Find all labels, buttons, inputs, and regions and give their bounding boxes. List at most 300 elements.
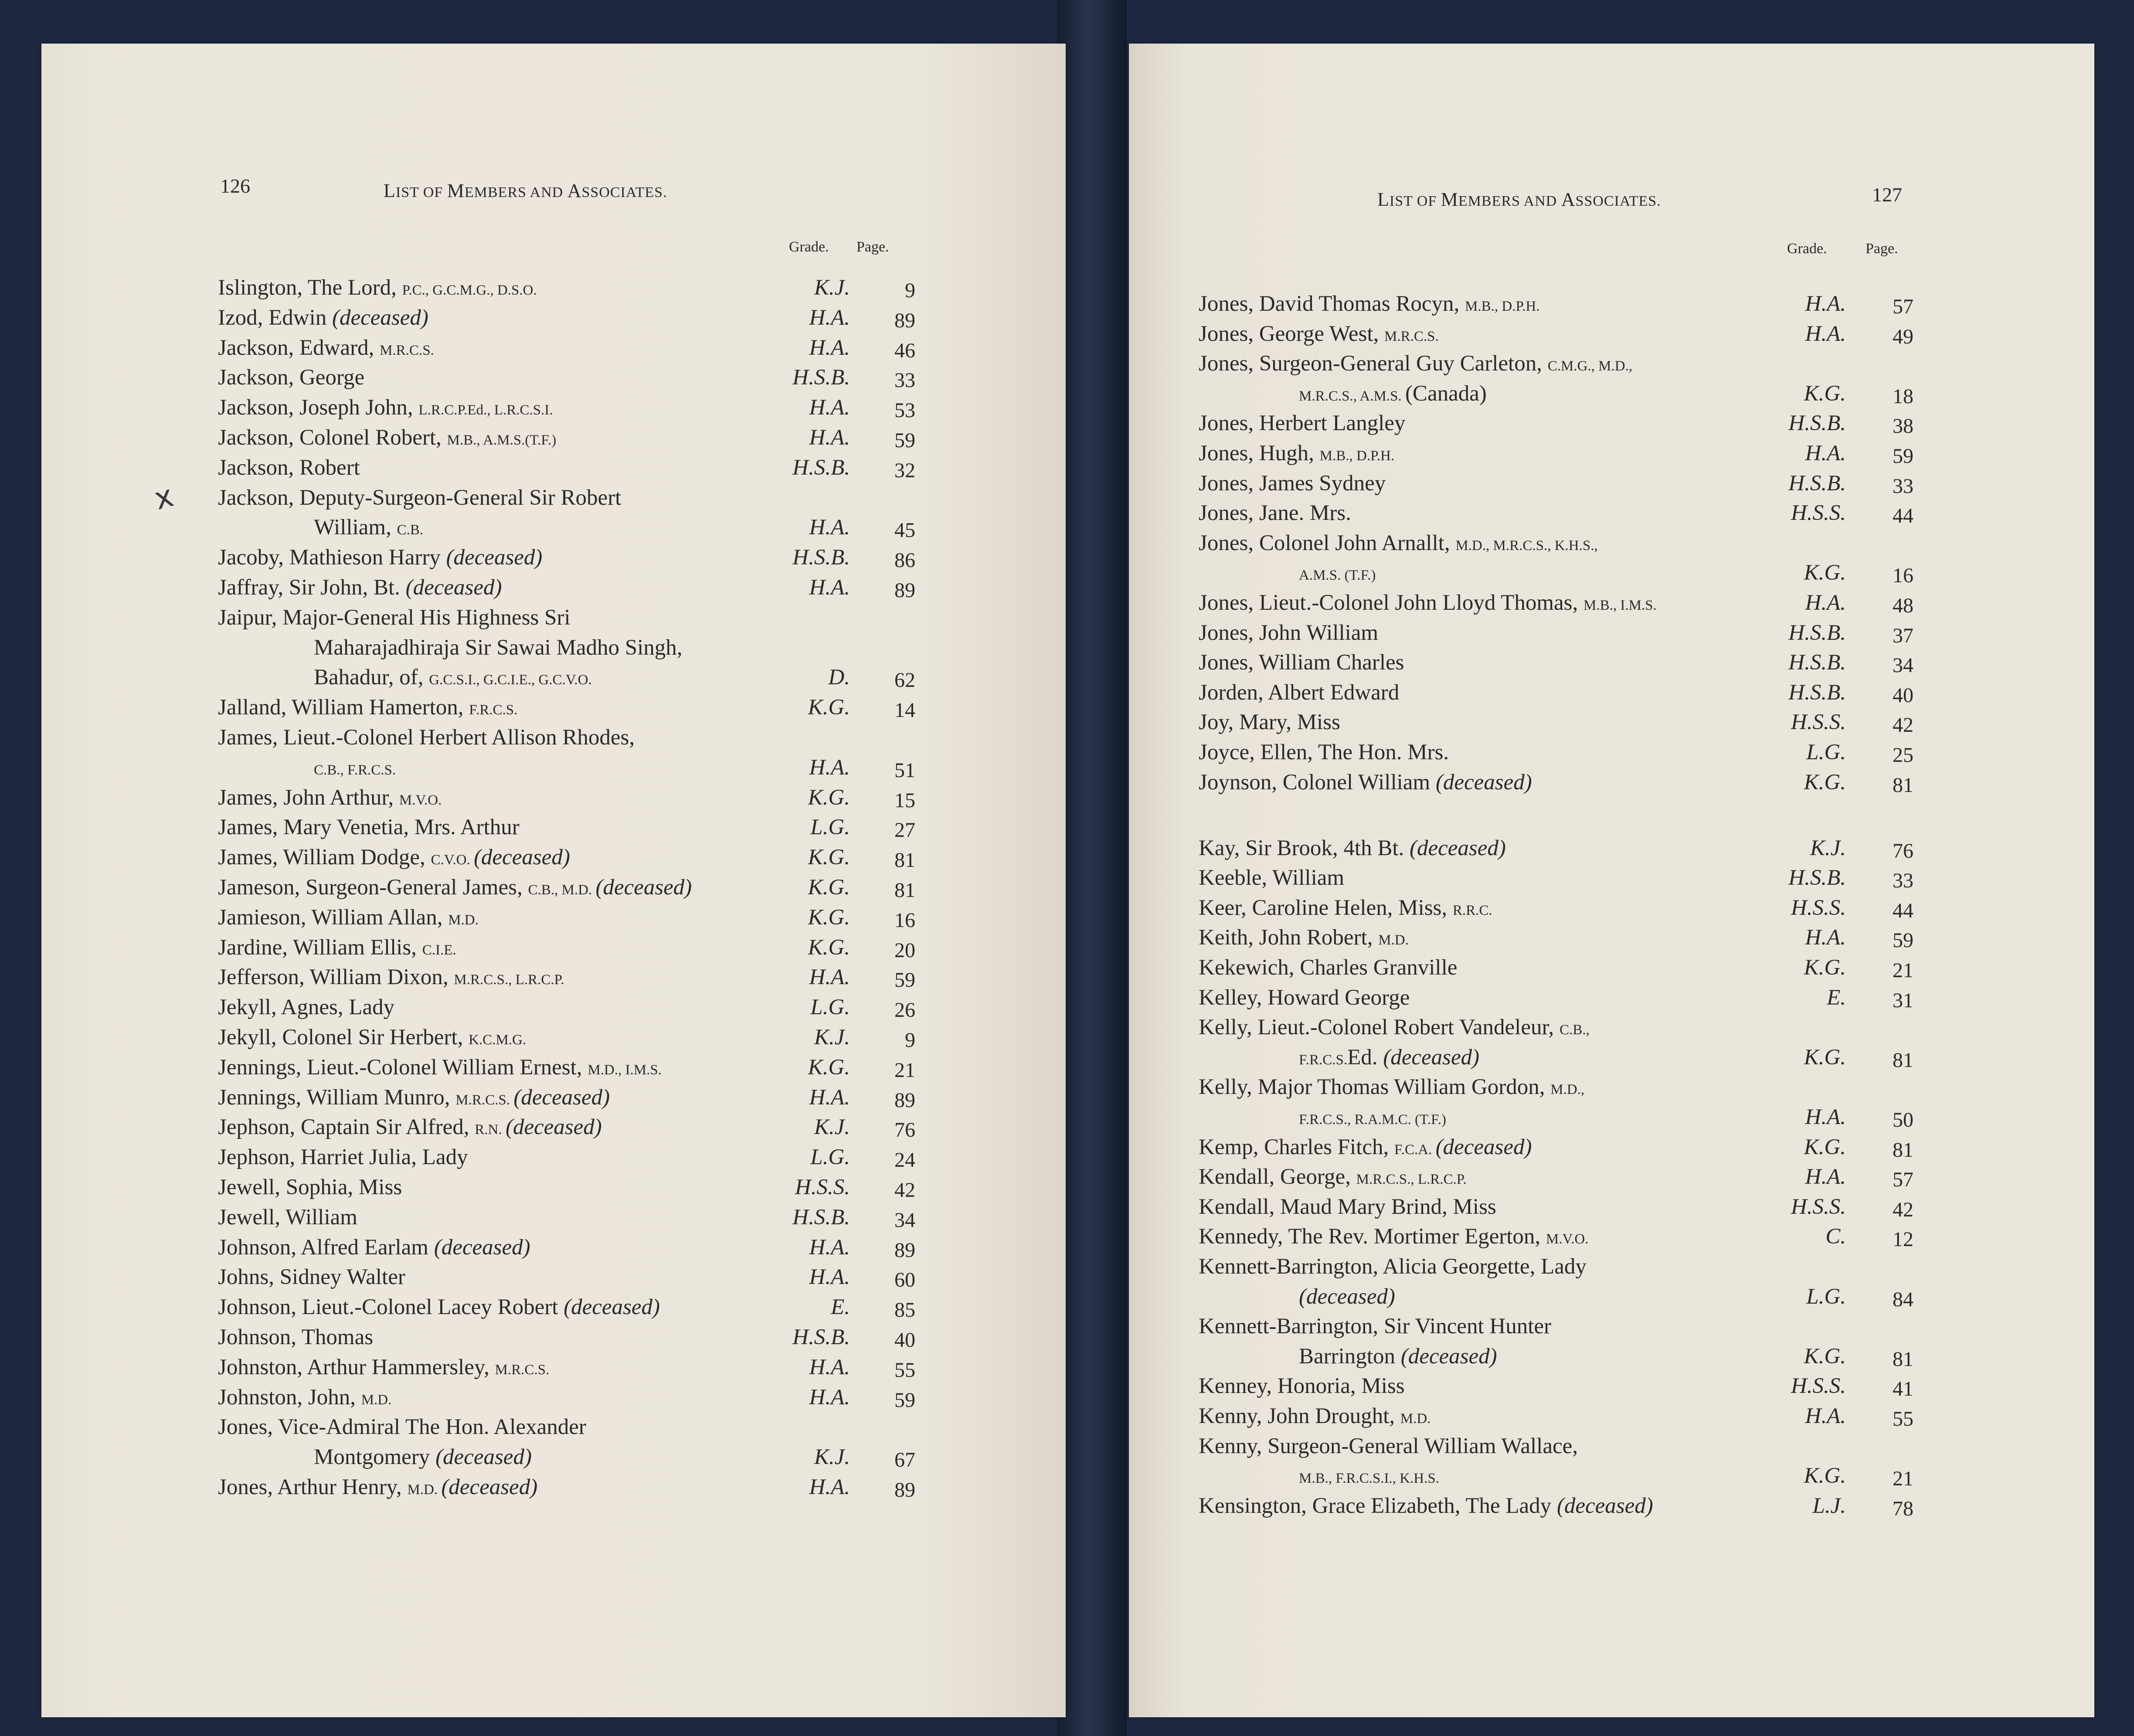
page-ref: 16 — [1893, 564, 1913, 588]
member-name — [218, 1116, 602, 1138]
name-text: Jaffray, Sir John, Bt. — [218, 575, 406, 600]
member-name — [1199, 1495, 1653, 1517]
member-name — [218, 427, 556, 449]
page-ref: 33 — [1893, 869, 1913, 893]
page-ref: 85 — [894, 1298, 915, 1322]
name-text: Kendall, George, — [1199, 1165, 1356, 1189]
name-text: Johnson, Lieut.-Colonel Lacey Robert — [218, 1295, 564, 1320]
page-ref: 42 — [1893, 1198, 1913, 1221]
name-text: Joy, Mary, Miss — [1199, 710, 1340, 735]
member-name — [1199, 592, 1657, 614]
grade: H.A. — [809, 1235, 850, 1260]
qualification: M.R.C.S. — [495, 1362, 550, 1378]
page-ref: 18 — [1893, 384, 1913, 408]
page-ref: 44 — [1893, 504, 1913, 528]
page-ref: 42 — [1893, 713, 1913, 737]
name-text: Kelly, Major Thomas William Gordon, — [1199, 1075, 1551, 1100]
grade: H.S.S. — [1791, 501, 1846, 526]
grade: K.G. — [808, 695, 850, 720]
page-ref: 55 — [894, 1358, 915, 1382]
page-column-header: Page. — [856, 239, 889, 255]
name-text: Joyce, Ellen, The Hon. Mrs. — [1199, 740, 1449, 764]
grade: H.A. — [1805, 441, 1846, 465]
member-name — [218, 876, 692, 899]
grade: E. — [831, 1295, 850, 1320]
grade: E. — [1827, 985, 1846, 1010]
grade: H.S.B. — [792, 545, 850, 570]
deceased-note: (deceased) — [1435, 1135, 1532, 1159]
margin-x-mark: x — [150, 478, 177, 517]
grade: H.A. — [1805, 292, 1846, 316]
page-ref: 9 — [905, 1029, 915, 1052]
running-header — [384, 180, 667, 202]
member-name — [218, 727, 635, 749]
page-ref: 21 — [1893, 1467, 1913, 1491]
member-name — [1299, 383, 1487, 405]
page-ref: 89 — [894, 1238, 915, 1262]
name-text: Jackson, George — [218, 365, 365, 390]
grade: K.G. — [1804, 770, 1846, 795]
member-name — [218, 1057, 662, 1079]
page-ref: 45 — [894, 519, 915, 542]
grade: K.G. — [1804, 1344, 1846, 1369]
grade: H.S.B. — [792, 1325, 850, 1349]
qualification: F.R.C.S., R.A.M.C. (T.F.) — [1299, 1111, 1446, 1128]
name-text: Jorden, Albert Edward — [1199, 680, 1400, 705]
name-text: Kendall, Maud Mary Brind, Miss — [1199, 1194, 1496, 1219]
deceased-note: (deceased) — [405, 575, 502, 600]
deceased-note: (deceased) — [595, 875, 692, 900]
page-column-header: Page. — [1866, 241, 1898, 257]
grade: H.A. — [1805, 591, 1846, 615]
member-name — [218, 696, 517, 719]
page-ref: 59 — [894, 1388, 915, 1412]
page-ref: 51 — [894, 758, 915, 782]
name-text: Jacoby, Mathieson Harry — [218, 545, 446, 570]
member-name — [1199, 741, 1449, 764]
qualification: M.B., D.P.H. — [1319, 448, 1395, 464]
member-name — [1199, 1315, 1551, 1338]
qualification: C.V.O. — [431, 852, 474, 868]
name-text: Jones, Vice-Admiral The Hon. Alexander — [218, 1415, 586, 1440]
grade: H.S.B. — [1788, 866, 1846, 890]
member-name — [218, 816, 520, 839]
name-text: Jekyll, Colonel Sir Herbert, — [218, 1025, 469, 1050]
name-text: Kay, Sir Brook, 4th Bt. — [1199, 836, 1410, 860]
page-ref: 21 — [1893, 958, 1913, 982]
member-name — [1299, 562, 1376, 584]
member-name — [218, 1176, 402, 1199]
qualification: K.C.M.G. — [469, 1032, 527, 1048]
name-text: Kelly, Lieut.-Colonel Robert Vandeleur, — [1199, 1015, 1560, 1040]
page-ref: 21 — [894, 1058, 915, 1082]
name-text: Bahadur, of, — [314, 665, 429, 690]
grade: H.A. — [809, 335, 850, 360]
member-name — [218, 397, 553, 419]
page-ref: 46 — [894, 339, 915, 362]
name-text: Jardine, William Ellis, — [218, 935, 422, 960]
qualification: C.B., M.D. — [528, 882, 596, 898]
member-name — [1199, 412, 1405, 435]
deceased-note: (deceased) — [513, 1085, 610, 1110]
member-name — [1199, 897, 1492, 919]
name-text: Kekewich, Charles Granville — [1199, 955, 1458, 980]
member-name — [1199, 1196, 1496, 1218]
grade: H.A. — [809, 755, 850, 780]
page-ref: 31 — [1893, 989, 1913, 1012]
name-text: Jones, William Charles — [1199, 650, 1404, 675]
grade: H.S.S. — [795, 1175, 850, 1199]
grade: H.A. — [1805, 1165, 1846, 1189]
qualification: C.B., — [1559, 1022, 1590, 1038]
grade: H.A. — [809, 965, 850, 990]
deceased-note: (deceased) — [1299, 1284, 1395, 1309]
member-name — [1299, 1345, 1497, 1368]
deceased-note: (deceased) — [1410, 836, 1506, 860]
header-text: L — [384, 180, 396, 201]
page-ref: 76 — [1893, 839, 1913, 863]
name-text: Jones, Arthur Henry, — [218, 1475, 408, 1499]
member-name — [314, 757, 396, 779]
grade: H.S.S. — [1791, 710, 1846, 735]
qualification: M.V.O. — [1546, 1231, 1589, 1247]
page-ref: 33 — [1893, 474, 1913, 498]
member-name — [1199, 1435, 1578, 1457]
page-ref: 24 — [894, 1148, 915, 1172]
grade: H.A. — [809, 305, 850, 330]
running-header — [1377, 188, 1661, 211]
page-ref: 42 — [894, 1179, 915, 1202]
name-text: Jennings, Lieut.-Colonel William Ernest, — [218, 1055, 588, 1080]
page-ref: 59 — [1893, 445, 1913, 468]
member-name — [1299, 1046, 1479, 1069]
qualification: R.R.C. — [1452, 902, 1492, 918]
grade: K.G. — [808, 935, 850, 960]
member-name — [314, 1446, 532, 1468]
grade: H.A. — [1805, 1403, 1846, 1428]
member-name — [218, 1146, 468, 1169]
member-name — [218, 1386, 391, 1409]
grade: L.J. — [1812, 1493, 1846, 1518]
qualification: M.B., A.M.S.(T.F.) — [447, 432, 557, 448]
page-ref: 78 — [1893, 1497, 1913, 1520]
name-text: Keith, John Robert, — [1199, 925, 1379, 950]
page-ref: 89 — [894, 309, 915, 332]
qualification: C.M.G., M.D., — [1547, 358, 1633, 374]
member-name — [1199, 867, 1344, 889]
grade: L.G. — [1806, 1284, 1846, 1309]
name-text: James, John Arthur, — [218, 785, 399, 810]
grade: K.G. — [1804, 1464, 1846, 1488]
grade: H.A. — [1805, 925, 1846, 950]
page-ref: 34 — [1893, 654, 1913, 677]
member-name — [218, 1087, 610, 1109]
page-ref: 81 — [1893, 1347, 1913, 1371]
qualification: M.B., I.M.S. — [1584, 598, 1657, 613]
name-text: Keer, Caroline Helen, Miss, — [1199, 895, 1453, 920]
member-name — [218, 1026, 526, 1049]
name-text: Jones, George West, — [1199, 321, 1385, 346]
member-name — [218, 907, 479, 929]
name-text: James, Mary Venetia, Mrs. Arthur — [218, 815, 520, 840]
name-text: Kenny, John Drought, — [1199, 1403, 1400, 1428]
qualification: M.B., D.P.H. — [1465, 299, 1540, 314]
member-name — [218, 1416, 586, 1438]
grade: K.J. — [814, 1445, 850, 1470]
header-text: SSOCIATES. — [1575, 193, 1661, 209]
member-name — [1299, 1286, 1395, 1308]
name-text: Kelley, Howard George — [1199, 985, 1410, 1010]
name-text: Jephson, Captain Sir Alfred, — [218, 1115, 475, 1140]
member-name — [314, 516, 423, 539]
qualification: P.C., G.C.M.G., D.S.O. — [402, 282, 537, 298]
page-ref: 16 — [894, 908, 915, 932]
deceased-note: (deceased) — [564, 1295, 660, 1320]
member-name — [218, 937, 456, 959]
member-name — [1199, 532, 1598, 554]
qualification: A.M.S. (T.F.) — [1299, 567, 1376, 584]
grade-column-header: Grade. — [789, 239, 829, 255]
name-text: Montgomery — [314, 1445, 436, 1470]
page-ref: 89 — [894, 579, 915, 602]
grade: H.A. — [809, 1265, 850, 1290]
qualification: M.D. — [448, 912, 479, 928]
grade: H.A. — [809, 1385, 850, 1410]
member-name — [1199, 1226, 1588, 1248]
qualification: L.R.C.P.Ed., L.R.C.S.I. — [418, 402, 553, 418]
member-name — [314, 666, 592, 689]
qualification: M.D. — [361, 1392, 392, 1408]
member-name — [1199, 472, 1386, 495]
grade: H.A. — [809, 1355, 850, 1379]
page-ref: 60 — [894, 1268, 915, 1292]
member-name — [1199, 682, 1399, 704]
name-text: Kenny, Surgeon-General William Wallace, — [1199, 1434, 1578, 1458]
name-text: Johnston, John, — [218, 1385, 361, 1410]
name-text: Jones, Hugh, — [1199, 441, 1320, 465]
header-text: IST OF — [395, 184, 447, 200]
grade: H.S.B. — [1788, 650, 1846, 675]
qualification: M.R.C.S. — [1384, 328, 1439, 344]
header-text: M — [447, 180, 465, 201]
page-ref: 89 — [894, 1478, 915, 1502]
page-ref: 81 — [894, 879, 915, 902]
page-ref: 14 — [894, 699, 915, 722]
member-name — [218, 367, 364, 389]
grade: H.S.B. — [1788, 680, 1846, 705]
name-text: Johnson, Thomas — [218, 1325, 374, 1349]
name-text: Johnson, Alfred Earlam — [218, 1235, 434, 1260]
name-text: Kemp, Charles Fitch, — [1199, 1135, 1395, 1159]
name-text: William, — [314, 515, 397, 540]
name-text: Jewell, William — [218, 1205, 357, 1230]
name-text: Jennings, William Munro, — [218, 1085, 456, 1110]
member-name — [218, 487, 621, 509]
grade: K.J. — [814, 1115, 850, 1140]
qualification: M.R.C.S., L.R.C.P. — [454, 972, 564, 988]
page-ref: 33 — [894, 369, 915, 392]
member-name — [218, 1476, 537, 1498]
name-text: Jones, Jane. Mrs. — [1199, 501, 1351, 526]
grade: L.G. — [810, 1145, 850, 1170]
name-text: Jephson, Harriet Julia, Lady — [218, 1145, 468, 1170]
page-ref: 81 — [894, 849, 915, 872]
qualification: M.B., F.R.C.S.I., K.H.S. — [1299, 1471, 1439, 1487]
grade: K.G. — [1804, 561, 1846, 585]
page-ref: 67 — [894, 1448, 915, 1472]
page-number: 127 — [1872, 183, 1902, 206]
qualification: R.N. — [475, 1122, 506, 1138]
page-ref: 26 — [894, 999, 915, 1022]
grade: H.S.B. — [792, 455, 850, 480]
deceased-note: (deceased) — [435, 1445, 532, 1470]
member-name — [1299, 1106, 1446, 1128]
grade: H.S.S. — [1791, 1374, 1846, 1399]
grade: K.J. — [1810, 836, 1846, 860]
qualification: M.D., M.R.C.S., K.H.S., — [1455, 537, 1598, 554]
name-text: Jackson, Joseph John, — [218, 395, 419, 420]
grade: K.G. — [808, 845, 850, 870]
page-ref: 40 — [1893, 683, 1913, 707]
member-name — [218, 1326, 373, 1349]
page-ref: 59 — [1893, 929, 1913, 952]
grade: K.G. — [808, 785, 850, 810]
qualification: M.V.O. — [399, 792, 442, 808]
grade-column-header: Grade. — [1787, 241, 1827, 257]
grade: K.G. — [1804, 381, 1846, 406]
header-text: M — [1441, 189, 1458, 210]
page-ref: 49 — [1893, 325, 1913, 348]
member-name — [1199, 323, 1439, 345]
grade: L.G. — [810, 995, 850, 1020]
name-text: Islington, The Lord, — [218, 275, 402, 300]
qualification: M.R.C.S. — [455, 1092, 514, 1108]
page-ref: 86 — [894, 549, 915, 572]
qualification: C.B., F.R.C.S. — [314, 762, 396, 778]
name-text: James, William Dodge, — [218, 845, 431, 870]
grade: H.A. — [809, 515, 850, 540]
name-text: Jackson, Edward, — [218, 335, 380, 360]
member-name — [1199, 771, 1532, 794]
name-text: Jaipur, Major-General His Highness Sri — [218, 605, 571, 630]
member-name — [218, 1266, 405, 1288]
grade: H.A. — [809, 395, 850, 420]
header-text: A — [567, 180, 582, 201]
qualification: F.C.A. — [1394, 1141, 1436, 1158]
name-text: Jewell, Sophia, Miss — [218, 1175, 402, 1199]
member-name — [1199, 987, 1410, 1009]
deceased-note: (deceased) — [1383, 1045, 1480, 1070]
qualification: M.R.C.S., A.M.S. — [1299, 388, 1405, 404]
grade: K.G. — [1804, 1135, 1846, 1159]
qualification: F.R.C.S. — [1299, 1052, 1348, 1068]
qualification: M.D. — [407, 1482, 442, 1498]
qualification: G.C.S.I., G.C.I.E., G.C.V.O. — [429, 672, 592, 688]
grade: H.S.B. — [792, 1205, 850, 1230]
name-text: Kennedy, The Rev. Mortimer Egerton, — [1199, 1224, 1546, 1249]
grade: K.G. — [1804, 955, 1846, 980]
qualification: C.B. — [397, 522, 424, 538]
name-text: Joynson, Colonel William — [1199, 770, 1436, 795]
header-text: L — [1377, 189, 1390, 210]
name-text: Kennett-Barrington, Alicia Georgette, Lady — [1199, 1254, 1587, 1279]
member-name — [218, 277, 537, 299]
name-text: Jalland, William Hamerton, — [218, 695, 469, 720]
grade: K.G. — [808, 875, 850, 900]
member-name — [1199, 927, 1409, 949]
name-text: Jackson, Robert — [218, 455, 360, 480]
deceased-note: (deceased) — [473, 845, 570, 870]
grade: K.J. — [814, 1025, 850, 1050]
page-ref: 62 — [894, 669, 915, 692]
grade: K.G. — [808, 905, 850, 930]
member-name — [218, 577, 502, 599]
page-ref: 48 — [1893, 594, 1913, 617]
page-ref: 20 — [894, 938, 915, 962]
name-text: Jones, John William — [1199, 620, 1379, 645]
page-ref: 12 — [1893, 1228, 1913, 1251]
name-text: Johnston, Arthur Hammersley, — [218, 1355, 495, 1379]
grade: H.A. — [809, 1475, 850, 1499]
page-ref: 41 — [1893, 1377, 1913, 1401]
grade: H.A. — [1805, 1104, 1846, 1129]
page-ref: 15 — [894, 788, 915, 812]
deceased-note: (deceased) — [1556, 1493, 1653, 1518]
member-name — [1199, 353, 1632, 375]
member-name — [1199, 1076, 1584, 1098]
member-name — [218, 846, 570, 869]
name-text: Jones, Herbert Langley — [1199, 411, 1406, 436]
page-ref: 89 — [894, 1088, 915, 1112]
page-ref: 81 — [1893, 773, 1913, 797]
page-ref: 44 — [1893, 899, 1913, 922]
qualification: F.R.C.S. — [469, 702, 518, 718]
page-ref: 55 — [1893, 1407, 1913, 1430]
name-text: Jefferson, William Dixon, — [218, 965, 454, 990]
qualification: M.D. — [1400, 1410, 1431, 1427]
page-ref: 76 — [894, 1118, 915, 1142]
page-ref: 25 — [1893, 744, 1913, 767]
name-text: Jones, James Sydney — [1199, 471, 1386, 496]
left-page — [41, 44, 1066, 1717]
member-name — [218, 996, 394, 1019]
header-text: EMBERS AND — [1458, 193, 1561, 209]
header-text: IST OF — [1389, 193, 1441, 209]
grade: H.S.B. — [1788, 471, 1846, 496]
name-text: Jones, David Thomas Rocyn, — [1199, 292, 1465, 316]
page-ref: 32 — [894, 459, 915, 482]
name-text: Keeble, William — [1199, 866, 1345, 890]
page-ref: 59 — [894, 968, 915, 992]
member-name — [314, 637, 683, 659]
page-ref: 59 — [894, 429, 915, 452]
member-name — [218, 1356, 549, 1379]
header-text: A — [1561, 189, 1576, 210]
name-text: Kensington, Grace Elizabeth, The Lady — [1199, 1493, 1557, 1518]
member-name — [1199, 622, 1378, 644]
member-name — [218, 307, 428, 329]
name-text: (Canada) — [1405, 381, 1487, 406]
page-ref: 9 — [905, 279, 915, 302]
page-ref: 81 — [1893, 1048, 1913, 1072]
page-number: 126 — [220, 175, 250, 197]
qualification: M.R.C.S. — [380, 342, 434, 358]
grade: D. — [828, 665, 850, 690]
name-text: Jones, Lieut.-Colonel John Lloyd Thomas, — [1199, 591, 1584, 615]
name-text: Jekyll, Agnes, Lady — [218, 995, 395, 1020]
member-name — [1199, 711, 1340, 734]
deceased-note: (deceased) — [434, 1235, 530, 1260]
